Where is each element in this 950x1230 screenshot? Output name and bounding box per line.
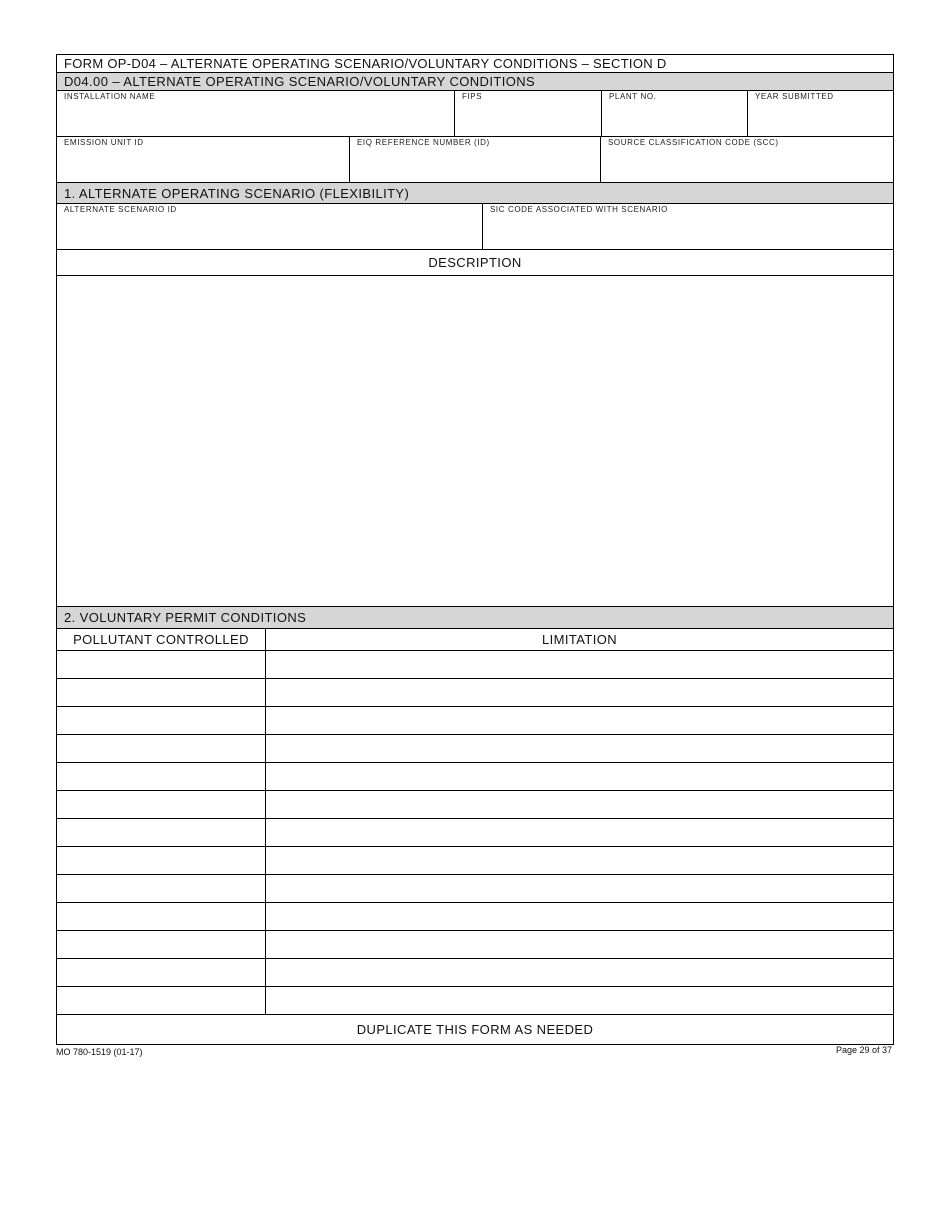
sic-code-cell <box>483 204 893 249</box>
limitation-cell <box>266 903 893 930</box>
pollutant-cell <box>57 959 266 986</box>
pollutant-cell <box>57 931 266 958</box>
alternate-scenario-id-label: ALTERNATE SCENARIO ID <box>64 205 177 214</box>
limitation-input[interactable] <box>266 763 893 790</box>
pollutant-input[interactable] <box>57 735 265 762</box>
eiq-reference-label: EIQ REFERENCE NUMBER (ID) <box>357 138 490 147</box>
limitation-cell <box>266 763 893 790</box>
scc-label: SOURCE CLASSIFICATION CODE (SCC) <box>608 138 779 147</box>
pollutant-input[interactable] <box>57 707 265 734</box>
limitation-input[interactable] <box>266 651 893 678</box>
form-title: FORM OP-D04 – ALTERNATE OPERATING SCENARIO/VOLUNTARY CONDITIONS – SECTION D <box>57 55 893 73</box>
pollutant-cell <box>57 819 266 846</box>
eiq-reference-cell <box>350 137 601 182</box>
year-submitted-cell <box>748 91 893 136</box>
installation-name-cell <box>57 91 455 136</box>
plant-no-cell <box>602 91 748 136</box>
pollutant-input[interactable] <box>57 847 265 874</box>
pollutant-cell <box>57 679 266 706</box>
pollutant-cell <box>57 763 266 790</box>
year-submitted-input[interactable] <box>754 108 887 132</box>
scc-cell <box>601 137 893 182</box>
limitation-cell <box>266 931 893 958</box>
limitation-input[interactable] <box>266 847 893 874</box>
pollutant-cell <box>57 847 266 874</box>
limitation-input[interactable] <box>266 707 893 734</box>
table-row <box>57 791 893 819</box>
pollutant-input[interactable] <box>57 651 265 678</box>
eiq-reference-input[interactable] <box>356 154 594 178</box>
limitation-cell <box>266 819 893 846</box>
table-row <box>57 707 893 735</box>
limitation-cell <box>266 651 893 678</box>
table-row <box>57 651 893 679</box>
limitation-input[interactable] <box>266 735 893 762</box>
limitation-input[interactable] <box>266 931 893 958</box>
pollutant-input[interactable] <box>57 987 265 1014</box>
conditions-table-body <box>57 651 893 1015</box>
limitation-input[interactable] <box>266 903 893 930</box>
emission-unit-id-cell <box>57 137 350 182</box>
section1-header: 1. ALTERNATE OPERATING SCENARIO (FLEXIBILITY) <box>57 183 893 204</box>
description-box <box>57 276 893 607</box>
pollutant-input[interactable] <box>57 959 265 986</box>
conditions-table-header <box>57 629 893 651</box>
pollutant-cell <box>57 987 266 1014</box>
form-op-d04 <box>56 54 894 1045</box>
limitation-input[interactable] <box>266 987 893 1014</box>
section2-header: 2. VOLUNTARY PERMIT CONDITIONS <box>57 607 893 629</box>
sic-code-label: SIC CODE ASSOCIATED WITH SCENARIO <box>490 205 668 214</box>
pollutant-cell <box>57 903 266 930</box>
pollutant-cell <box>57 651 266 678</box>
pollutant-cell <box>57 707 266 734</box>
page-number: Page 29 of 37 <box>835 1045 892 1055</box>
table-row <box>57 959 893 987</box>
pollutant-input[interactable] <box>57 903 265 930</box>
emission-unit-id-label: EMISSION UNIT ID <box>64 138 144 147</box>
fips-input[interactable] <box>461 108 595 132</box>
limitation-header: LIMITATION <box>541 632 618 647</box>
alternate-scenario-id-input[interactable] <box>63 221 476 245</box>
emission-unit-id-input[interactable] <box>63 154 343 178</box>
scc-input[interactable] <box>607 154 887 178</box>
table-row <box>57 763 893 791</box>
limitation-input[interactable] <box>266 819 893 846</box>
alternate-scenario-id-cell <box>57 204 483 249</box>
table-row <box>57 679 893 707</box>
emission-unit-row <box>57 137 893 183</box>
pollutant-controlled-header: POLLUTANT CONTROLLED <box>57 629 266 650</box>
fips-label: FIPS <box>462 92 483 101</box>
pollutant-input[interactable] <box>57 819 265 846</box>
limitation-cell <box>266 959 893 986</box>
limitation-cell <box>266 707 893 734</box>
table-row <box>57 875 893 903</box>
limitation-input[interactable] <box>266 959 893 986</box>
pollutant-cell <box>57 791 266 818</box>
limitation-input[interactable] <box>266 791 893 818</box>
table-row <box>57 931 893 959</box>
description-textarea[interactable] <box>57 276 893 606</box>
fips-cell <box>455 91 602 136</box>
limitation-input[interactable] <box>266 875 893 902</box>
installation-name-label: INSTALLATION NAME <box>64 92 156 101</box>
duplicate-note: DUPLICATE THIS FORM AS NEEDED <box>356 1022 594 1037</box>
table-row <box>57 819 893 847</box>
pollutant-input[interactable] <box>57 875 265 902</box>
limitation-input[interactable] <box>266 679 893 706</box>
scenario-row <box>57 204 893 250</box>
table-row <box>57 987 893 1015</box>
year-submitted-label: YEAR SUBMITTED <box>755 92 834 101</box>
sic-code-input[interactable] <box>489 221 887 245</box>
limitation-cell <box>266 987 893 1014</box>
form-number: MO 780-1519 (01-17) <box>56 1047 143 1057</box>
description-header: DESCRIPTION <box>57 250 893 276</box>
pollutant-input[interactable] <box>57 931 265 958</box>
limitation-cell <box>266 791 893 818</box>
pollutant-input[interactable] <box>57 679 265 706</box>
pollutant-input[interactable] <box>57 791 265 818</box>
limitation-cell <box>266 847 893 874</box>
plant-no-label: PLANT NO. <box>609 92 657 101</box>
pollutant-cell <box>57 735 266 762</box>
table-row <box>57 903 893 931</box>
pollutant-cell <box>57 875 266 902</box>
installation-row <box>57 91 893 137</box>
limitation-cell <box>266 735 893 762</box>
installation-name-input[interactable] <box>63 108 448 132</box>
table-row <box>57 847 893 875</box>
pollutant-input[interactable] <box>57 763 265 790</box>
limitation-cell <box>266 679 893 706</box>
table-row <box>57 735 893 763</box>
limitation-cell <box>266 875 893 902</box>
plant-no-input[interactable] <box>608 108 741 132</box>
section-header-d04: D04.00 – ALTERNATE OPERATING SCENARIO/VOLUNTARY CONDITIONS <box>57 73 893 91</box>
